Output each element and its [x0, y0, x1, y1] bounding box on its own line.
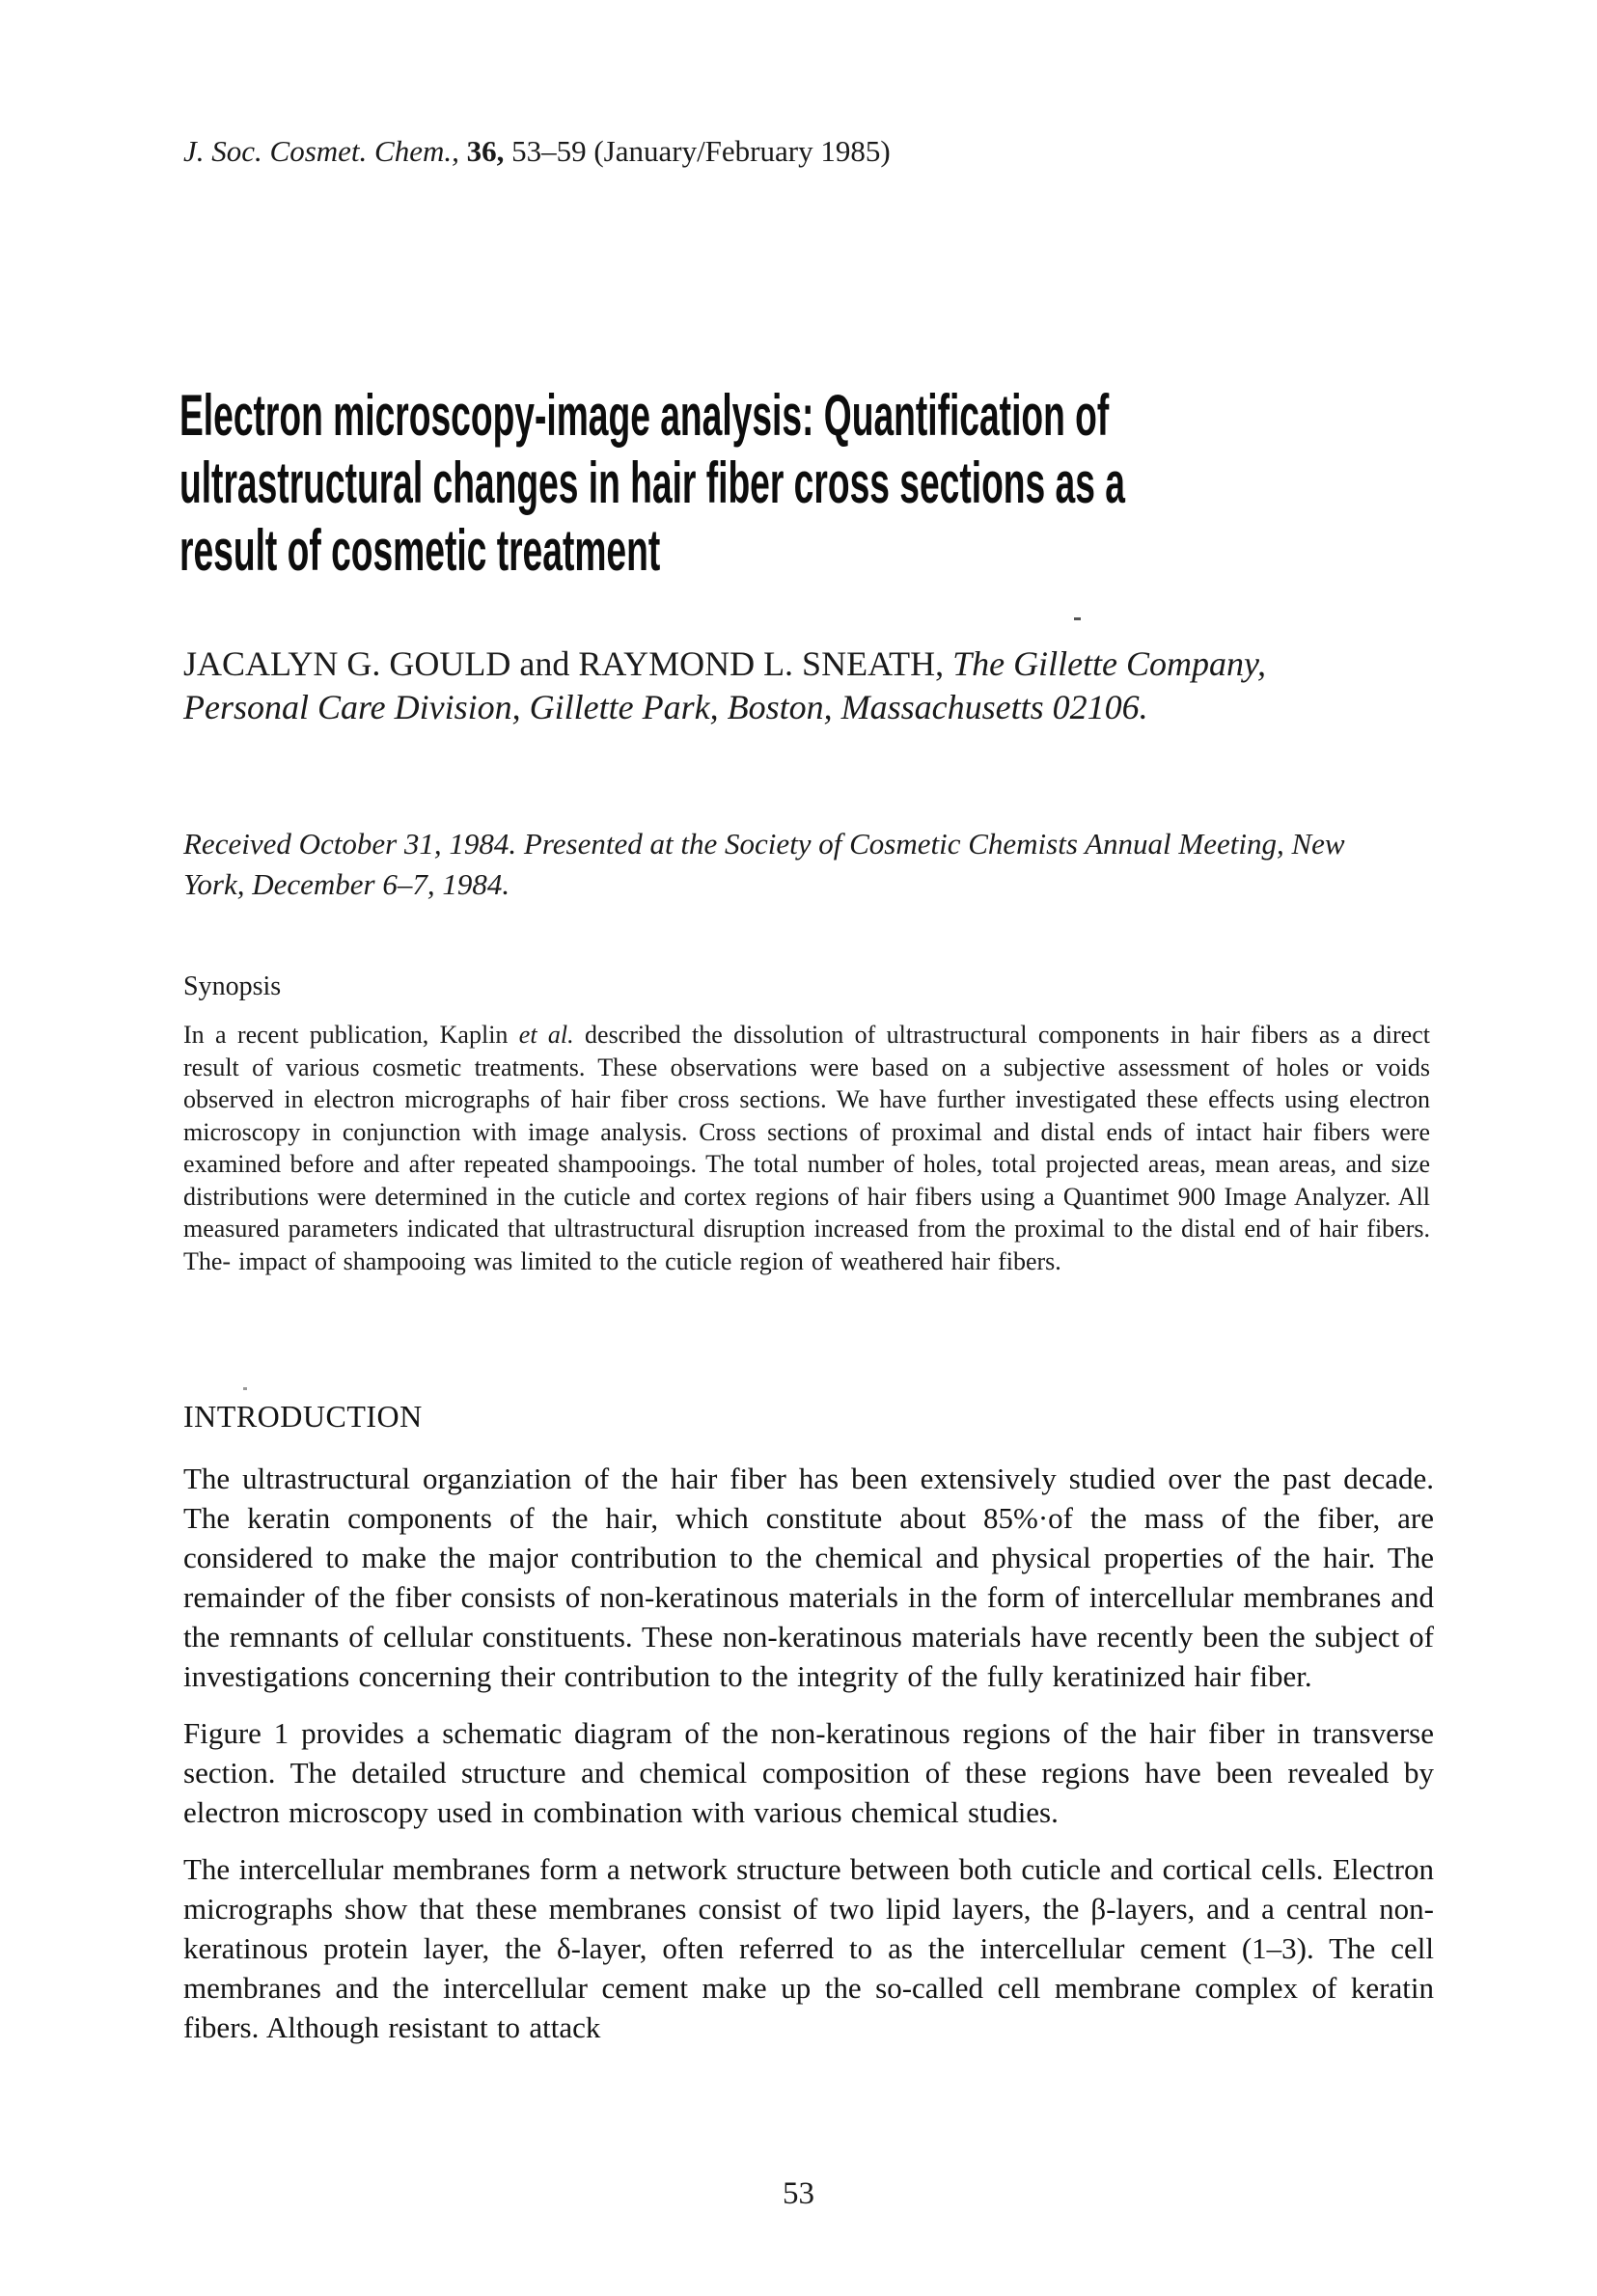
article-title-line-3: result of cosmetic treatment [179, 518, 661, 583]
scan-artifact-speck [1074, 617, 1081, 620]
journal-pages-date: 53–59 (January/February 1985) [511, 134, 891, 168]
synopsis-text [183, 1019, 1430, 1277]
introduction-paragraph-3: The intercellular membranes form a network structure between both cuticle and cortical cells. Electron micrographs show that these membranes consist of two lipid layers, the β-layers, and a central non-keratinous protein layer, the δ-layer, often referred to as the intercellular cement (1–3). The cell membranes and the intercellular cement make up the so-called cell membrane complex of keratin fibers. Although resistant to attack [183, 1852, 1434, 2044]
article-title [179, 382, 1125, 585]
scan-artifact-speck [243, 1387, 247, 1390]
journal-volume: 36, [466, 134, 505, 168]
journal-name: J. Soc. Cosmet. Chem., [183, 134, 459, 168]
introduction-paragraph-2: Figure 1 provides a schematic diagram of the non-keratinous regions of the hair fiber in transverse section. The detailed structure and chemical composition of these regions have been revealed by electron microscopy used in combination with various chemical studies. [183, 1716, 1434, 1829]
synopsis-heading: Synopsis [183, 971, 282, 1001]
journal-citation [183, 133, 891, 170]
article-title-line-1: Electron microscopy-image analysis: Quantification of [179, 383, 1110, 448]
introduction-heading: INTRODUCTION [183, 1399, 423, 1434]
author-names: JACALYN G. GOULD and RAYMOND L. SNEATH, [183, 644, 945, 683]
authors-block [183, 642, 1308, 729]
page-number: 53 [783, 2176, 814, 2211]
synopsis-body: described the dissolution of ultrastructural components in hair fibers as a direct result of various cosmetic treatments. These observations were based on a subjective assessment of holes or voids observed in electron micrographs of hair fiber cross sections. We have further investigated these effects using electron microscopy in conjunction with image analysis. Cross sections of proximal and distal ends of intact hair fibers were examined before and after repeated shampooings. The total number of holes, total projected areas, mean areas, and size distributions were determined in the cuticle and cortex regions of hair fibers using a Quantimet 900 Image Analyzer. All measured parameters indicated that ultrastructural disruption increased from the proximal to the distal end of hair fibers. The- impact of shampooing was limited to the cuticle region of weathered hair fibers. [183, 1021, 1430, 1275]
introduction-paragraph-1: The ultrastructural organziation of the hair fiber has been extensively studied over the past decade. The keratin components of the hair, which constitute about 85%·of the mass of the fiber, are considered to make the major contribution to the chemical and physical properties of the hair. The remainder of the fiber consists of non-keratinous materials in the form of intercellular membranes and the remnants of cellular constituents. These non-keratinous materials have recently been the subject of investigations concerning their contribution to the integrity of the fully keratinized hair fiber. [183, 1462, 1434, 1693]
article-title-line-2: ultrastructural changes in hair fiber cross sections as a [179, 451, 1125, 515]
received-note: Received October 31, 1984. Presented at the Society of Cosmetic Chemists Annual Meeting, New York, December 6–7, 1984. [183, 827, 1345, 901]
introduction-body [183, 1459, 1434, 2064]
synopsis-etal: et al. [518, 1021, 574, 1049]
synopsis-lead: In a recent publication, Kaplin [183, 1021, 519, 1049]
author-affiliation: The Gillette Company, Personal Care Division, Gillette Park, Boston, Massachusetts 02106. [183, 644, 1267, 726]
